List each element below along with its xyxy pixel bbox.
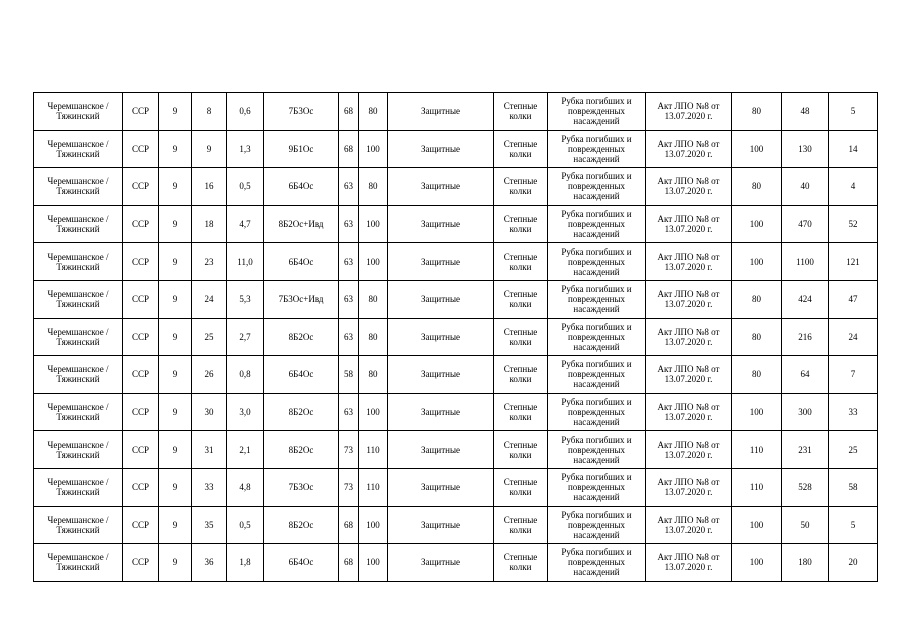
table-row bbox=[34, 168, 878, 206]
cell-forest-group: Защитные bbox=[388, 356, 494, 394]
table-row bbox=[34, 468, 878, 506]
cell-age: 73 bbox=[339, 431, 359, 469]
cell-protection-category: Степные колки bbox=[494, 393, 548, 431]
cell-forest-group: Защитные bbox=[388, 468, 494, 506]
cell-volume: 216 bbox=[782, 318, 829, 356]
table-row bbox=[34, 544, 878, 582]
cell-age: 63 bbox=[339, 205, 359, 243]
cell-cutting-type: Рубка погибших и поврежденных насаждений bbox=[548, 130, 646, 168]
cell-liquid-volume: 33 bbox=[829, 393, 878, 431]
cell-forest-group: Защитные bbox=[388, 393, 494, 431]
cell-protection-category: Степные колки bbox=[494, 318, 548, 356]
cell-document: Акт ЛПО №8 от 13.07.2020 г. bbox=[646, 130, 732, 168]
cell-quarter: 9 bbox=[159, 280, 192, 318]
cell-district: Черемшанское / Тяжинский bbox=[34, 130, 123, 168]
cell-class: 110 bbox=[359, 431, 388, 469]
cell-forest-group: Защитные bbox=[388, 280, 494, 318]
cell-forest-group: Защитные bbox=[388, 243, 494, 281]
cell-cutting-type: Рубка погибших и поврежденных насаждений bbox=[548, 205, 646, 243]
cell-liquid-volume: 52 bbox=[829, 205, 878, 243]
cell-volume: 424 bbox=[782, 280, 829, 318]
table-row bbox=[34, 431, 878, 469]
cell-liquid-volume: 24 bbox=[829, 318, 878, 356]
cell-class: 80 bbox=[359, 168, 388, 206]
cell-age: 63 bbox=[339, 243, 359, 281]
cell-composition: 7Б3Ос+Ивд bbox=[264, 280, 339, 318]
cell-quarter: 9 bbox=[159, 93, 192, 131]
cell-age: 63 bbox=[339, 393, 359, 431]
cell-section: 36 bbox=[192, 544, 227, 582]
cell-composition: 8Б2Ос bbox=[264, 393, 339, 431]
cell-volume: 64 bbox=[782, 356, 829, 394]
cell-area: 1,3 bbox=[227, 130, 264, 168]
cell-quarter: 9 bbox=[159, 431, 192, 469]
cell-document: Акт ЛПО №8 от 13.07.2020 г. bbox=[646, 93, 732, 131]
cell-area: 4,7 bbox=[227, 205, 264, 243]
cell-section: 24 bbox=[192, 280, 227, 318]
cell-protection-category: Степные колки bbox=[494, 130, 548, 168]
cell-age: 68 bbox=[339, 544, 359, 582]
cell-category: ССР bbox=[123, 393, 159, 431]
cell-area: 0,8 bbox=[227, 356, 264, 394]
cell-district: Черемшанское / Тяжинский bbox=[34, 393, 123, 431]
cell-percent: 110 bbox=[732, 468, 782, 506]
cell-area: 11,0 bbox=[227, 243, 264, 281]
cell-district: Черемшанское / Тяжинский bbox=[34, 280, 123, 318]
cell-quarter: 9 bbox=[159, 168, 192, 206]
table-row bbox=[34, 93, 878, 131]
cell-category: ССР bbox=[123, 431, 159, 469]
cell-area: 4,8 bbox=[227, 468, 264, 506]
cell-area: 0,5 bbox=[227, 168, 264, 206]
cell-percent: 100 bbox=[732, 205, 782, 243]
cell-liquid-volume: 5 bbox=[829, 506, 878, 544]
cell-district: Черемшанское / Тяжинский bbox=[34, 318, 123, 356]
cell-document: Акт ЛПО №8 от 13.07.2020 г. bbox=[646, 506, 732, 544]
cell-composition: 8Б2Ос bbox=[264, 431, 339, 469]
cell-section: 33 bbox=[192, 468, 227, 506]
cell-protection-category: Степные колки bbox=[494, 168, 548, 206]
cell-class: 100 bbox=[359, 506, 388, 544]
cell-volume: 528 bbox=[782, 468, 829, 506]
cell-protection-category: Степные колки bbox=[494, 431, 548, 469]
cell-document: Акт ЛПО №8 от 13.07.2020 г. bbox=[646, 356, 732, 394]
table-row bbox=[34, 280, 878, 318]
cell-liquid-volume: 20 bbox=[829, 544, 878, 582]
cell-document: Акт ЛПО №8 от 13.07.2020 г. bbox=[646, 318, 732, 356]
cell-quarter: 9 bbox=[159, 506, 192, 544]
cell-composition: 8Б2Ос bbox=[264, 318, 339, 356]
cell-cutting-type: Рубка погибших и поврежденных насаждений bbox=[548, 431, 646, 469]
cell-category: ССР bbox=[123, 93, 159, 131]
cell-percent: 100 bbox=[732, 506, 782, 544]
cell-liquid-volume: 47 bbox=[829, 280, 878, 318]
cell-area: 0,5 bbox=[227, 506, 264, 544]
cell-age: 63 bbox=[339, 318, 359, 356]
cell-document: Акт ЛПО №8 от 13.07.2020 г. bbox=[646, 431, 732, 469]
cell-area: 5,3 bbox=[227, 280, 264, 318]
cell-category: ССР bbox=[123, 356, 159, 394]
cell-protection-category: Степные колки bbox=[494, 280, 548, 318]
cell-protection-category: Степные колки bbox=[494, 205, 548, 243]
cell-district: Черемшанское / Тяжинский bbox=[34, 205, 123, 243]
cell-liquid-volume: 7 bbox=[829, 356, 878, 394]
cell-document: Акт ЛПО №8 от 13.07.2020 г. bbox=[646, 393, 732, 431]
cell-liquid-volume: 58 bbox=[829, 468, 878, 506]
table-row bbox=[34, 243, 878, 281]
cell-category: ССР bbox=[123, 243, 159, 281]
table-row bbox=[34, 318, 878, 356]
cell-liquid-volume: 5 bbox=[829, 93, 878, 131]
cell-volume: 40 bbox=[782, 168, 829, 206]
cell-composition: 6Б4Ос bbox=[264, 168, 339, 206]
cell-percent: 80 bbox=[732, 168, 782, 206]
cell-cutting-type: Рубка погибших и поврежденных насаждений bbox=[548, 544, 646, 582]
cell-area: 2,1 bbox=[227, 431, 264, 469]
cell-area: 3,0 bbox=[227, 393, 264, 431]
cell-quarter: 9 bbox=[159, 318, 192, 356]
cell-age: 58 bbox=[339, 356, 359, 394]
cell-age: 73 bbox=[339, 468, 359, 506]
cell-protection-category: Степные колки bbox=[494, 506, 548, 544]
cell-quarter: 9 bbox=[159, 356, 192, 394]
cell-cutting-type: Рубка погибших и поврежденных насаждений bbox=[548, 243, 646, 281]
cell-liquid-volume: 121 bbox=[829, 243, 878, 281]
cell-forest-group: Защитные bbox=[388, 205, 494, 243]
cell-percent: 100 bbox=[732, 393, 782, 431]
cell-section: 26 bbox=[192, 356, 227, 394]
cell-class: 80 bbox=[359, 318, 388, 356]
cell-class: 100 bbox=[359, 205, 388, 243]
cell-volume: 470 bbox=[782, 205, 829, 243]
cell-district: Черемшанское / Тяжинский bbox=[34, 506, 123, 544]
cell-composition: 9Б1Ос bbox=[264, 130, 339, 168]
cell-section: 16 bbox=[192, 168, 227, 206]
cell-document: Акт ЛПО №8 от 13.07.2020 г. bbox=[646, 168, 732, 206]
cell-cutting-type: Рубка погибших и поврежденных насаждений bbox=[548, 93, 646, 131]
cell-forest-group: Защитные bbox=[388, 130, 494, 168]
table-row bbox=[34, 356, 878, 394]
cell-category: ССР bbox=[123, 280, 159, 318]
cell-class: 100 bbox=[359, 544, 388, 582]
cell-age: 63 bbox=[339, 168, 359, 206]
cell-district: Черемшанское / Тяжинский bbox=[34, 468, 123, 506]
cell-age: 63 bbox=[339, 280, 359, 318]
cell-district: Черемшанское / Тяжинский bbox=[34, 544, 123, 582]
cell-district: Черемшанское / Тяжинский bbox=[34, 431, 123, 469]
cell-composition: 7Б3Ос bbox=[264, 468, 339, 506]
cell-class: 80 bbox=[359, 280, 388, 318]
cell-cutting-type: Рубка погибших и поврежденных насаждений bbox=[548, 506, 646, 544]
cell-volume: 300 bbox=[782, 393, 829, 431]
cell-section: 23 bbox=[192, 243, 227, 281]
cell-document: Акт ЛПО №8 от 13.07.2020 г. bbox=[646, 243, 732, 281]
cell-percent: 100 bbox=[732, 243, 782, 281]
cell-category: ССР bbox=[123, 130, 159, 168]
cell-forest-group: Защитные bbox=[388, 168, 494, 206]
cell-quarter: 9 bbox=[159, 205, 192, 243]
cell-class: 100 bbox=[359, 393, 388, 431]
cell-class: 80 bbox=[359, 93, 388, 131]
cell-forest-group: Защитные bbox=[388, 431, 494, 469]
cell-quarter: 9 bbox=[159, 243, 192, 281]
cell-cutting-type: Рубка погибших и поврежденных насаждений bbox=[548, 468, 646, 506]
cell-category: ССР bbox=[123, 318, 159, 356]
cell-composition: 8Б2Ос bbox=[264, 506, 339, 544]
cell-age: 68 bbox=[339, 93, 359, 131]
cell-protection-category: Степные колки bbox=[494, 544, 548, 582]
cell-percent: 80 bbox=[732, 356, 782, 394]
cell-liquid-volume: 4 bbox=[829, 168, 878, 206]
cell-liquid-volume: 25 bbox=[829, 431, 878, 469]
cell-class: 100 bbox=[359, 243, 388, 281]
cell-composition: 6Б4Ос bbox=[264, 356, 339, 394]
cell-district: Черемшанское / Тяжинский bbox=[34, 93, 123, 131]
cell-cutting-type: Рубка погибших и поврежденных насаждений bbox=[548, 393, 646, 431]
cell-protection-category: Степные колки bbox=[494, 468, 548, 506]
cell-section: 31 bbox=[192, 431, 227, 469]
cell-section: 18 bbox=[192, 205, 227, 243]
cell-volume: 231 bbox=[782, 431, 829, 469]
cell-volume: 1100 bbox=[782, 243, 829, 281]
cell-category: ССР bbox=[123, 544, 159, 582]
cell-area: 2,7 bbox=[227, 318, 264, 356]
cell-quarter: 9 bbox=[159, 393, 192, 431]
cell-composition: 7Б3Ос bbox=[264, 93, 339, 131]
cell-volume: 48 bbox=[782, 93, 829, 131]
cell-protection-category: Степные колки bbox=[494, 356, 548, 394]
cell-liquid-volume: 14 bbox=[829, 130, 878, 168]
table-body bbox=[34, 93, 878, 582]
cell-protection-category: Степные колки bbox=[494, 93, 548, 131]
cell-area: 1,8 bbox=[227, 544, 264, 582]
cell-composition: 6Б4Ос bbox=[264, 243, 339, 281]
table-row bbox=[34, 130, 878, 168]
cell-category: ССР bbox=[123, 506, 159, 544]
cell-forest-group: Защитные bbox=[388, 93, 494, 131]
cell-class: 80 bbox=[359, 356, 388, 394]
table-row bbox=[34, 205, 878, 243]
cell-section: 25 bbox=[192, 318, 227, 356]
cell-category: ССР bbox=[123, 168, 159, 206]
cell-document: Акт ЛПО №8 от 13.07.2020 г. bbox=[646, 205, 732, 243]
cell-percent: 80 bbox=[732, 318, 782, 356]
cell-category: ССР bbox=[123, 205, 159, 243]
cell-percent: 80 bbox=[732, 93, 782, 131]
cell-age: 68 bbox=[339, 506, 359, 544]
cell-forest-group: Защитные bbox=[388, 318, 494, 356]
cell-cutting-type: Рубка погибших и поврежденных насаждений bbox=[548, 280, 646, 318]
cell-percent: 110 bbox=[732, 431, 782, 469]
cell-area: 0,6 bbox=[227, 93, 264, 131]
cell-percent: 100 bbox=[732, 130, 782, 168]
cell-section: 30 bbox=[192, 393, 227, 431]
cell-cutting-type: Рубка погибших и поврежденных насаждений bbox=[548, 318, 646, 356]
cell-district: Черемшанское / Тяжинский bbox=[34, 243, 123, 281]
cell-composition: 6Б4Ос bbox=[264, 544, 339, 582]
cell-cutting-type: Рубка погибших и поврежденных насаждений bbox=[548, 356, 646, 394]
cell-volume: 180 bbox=[782, 544, 829, 582]
cell-age: 68 bbox=[339, 130, 359, 168]
cell-volume: 50 bbox=[782, 506, 829, 544]
cell-class: 110 bbox=[359, 468, 388, 506]
cell-volume: 130 bbox=[782, 130, 829, 168]
cell-quarter: 9 bbox=[159, 130, 192, 168]
forest-cutting-table bbox=[33, 92, 878, 582]
cell-section: 9 bbox=[192, 130, 227, 168]
cell-protection-category: Степные колки bbox=[494, 243, 548, 281]
table-row bbox=[34, 393, 878, 431]
cell-section: 35 bbox=[192, 506, 227, 544]
cell-category: ССР bbox=[123, 468, 159, 506]
cell-quarter: 9 bbox=[159, 544, 192, 582]
cell-composition: 8Б2Ос+Ивд bbox=[264, 205, 339, 243]
cell-section: 8 bbox=[192, 93, 227, 131]
cell-document: Акт ЛПО №8 от 13.07.2020 г. bbox=[646, 280, 732, 318]
cell-cutting-type: Рубка погибших и поврежденных насаждений bbox=[548, 168, 646, 206]
table-row bbox=[34, 506, 878, 544]
cell-forest-group: Защитные bbox=[388, 544, 494, 582]
cell-percent: 80 bbox=[732, 280, 782, 318]
cell-forest-group: Защитные bbox=[388, 506, 494, 544]
cell-quarter: 9 bbox=[159, 468, 192, 506]
cell-district: Черемшанское / Тяжинский bbox=[34, 356, 123, 394]
cell-document: Акт ЛПО №8 от 13.07.2020 г. bbox=[646, 468, 732, 506]
cell-document: Акт ЛПО №8 от 13.07.2020 г. bbox=[646, 544, 732, 582]
cell-percent: 100 bbox=[732, 544, 782, 582]
cell-district: Черемшанское / Тяжинский bbox=[34, 168, 123, 206]
cell-class: 100 bbox=[359, 130, 388, 168]
